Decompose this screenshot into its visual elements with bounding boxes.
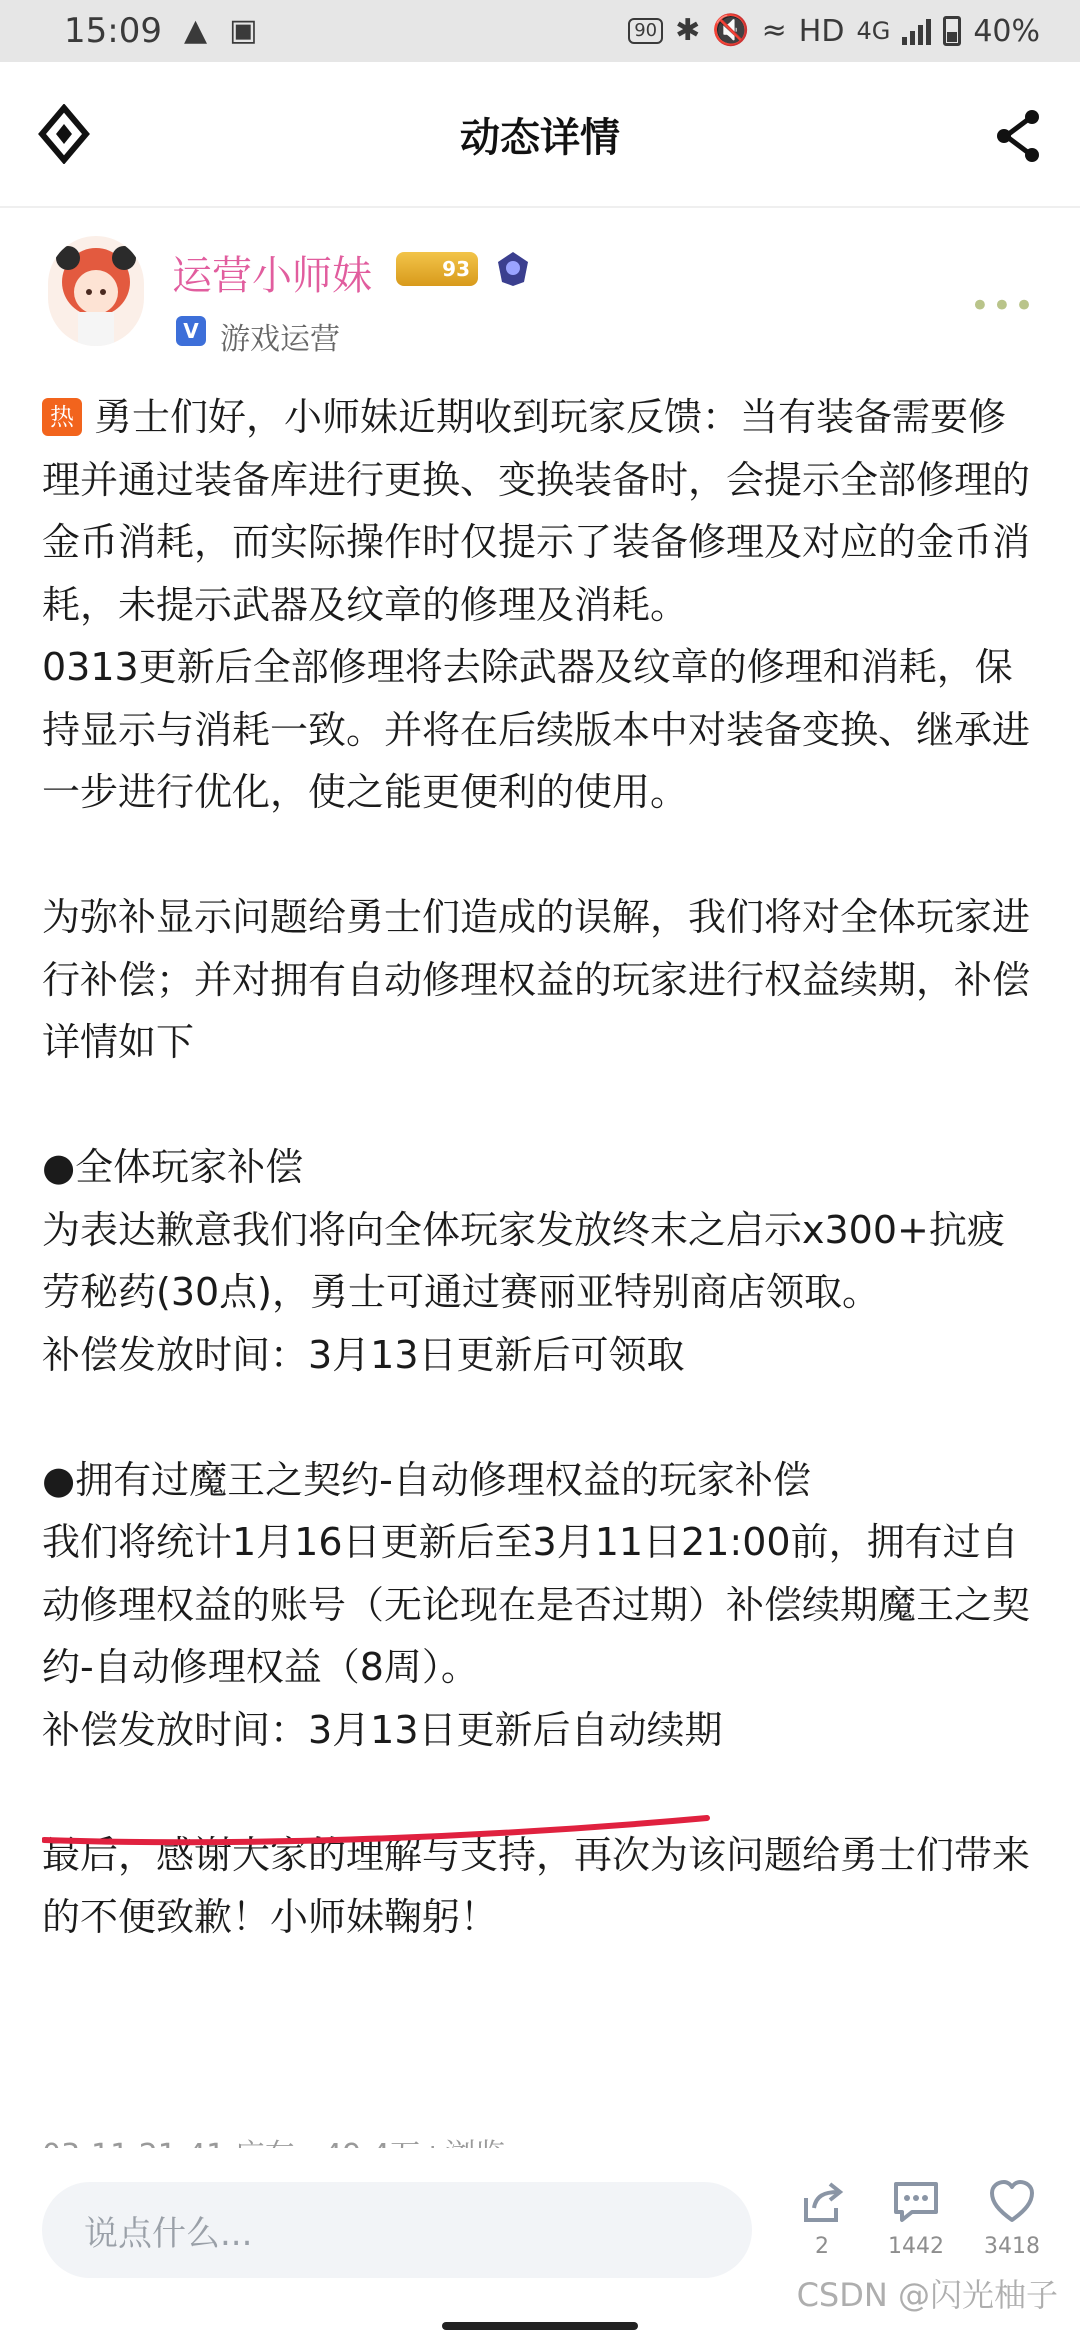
notification-icon: ▲	[183, 13, 208, 48]
comment-bubble-icon	[892, 2178, 940, 2226]
signal-icon	[902, 17, 931, 45]
like-count: 3418	[984, 2234, 1040, 2259]
network-label: HD	[798, 13, 845, 49]
author-name[interactable]: 运营小师妹	[172, 253, 372, 299]
section-heading-all-players: ●全体玩家补偿	[42, 1145, 304, 1189]
paragraph-1-text: 勇士们好，小师妹近期收到玩家反馈：当有装备需要修理并通过装备库进行更换、变换装备时，会提示全部修理的金币消耗，而实际操作时仅提示了装备修理及对应的金币消耗，未提示武器及纹章的修理及消耗。	[42, 395, 1031, 627]
status-right	[628, 14, 1040, 49]
watermark: CSDN @闪光柚子	[796, 2276, 1058, 2314]
refresh-rate-badge: 90	[628, 18, 663, 44]
hot-tag: 热	[42, 398, 82, 436]
comment-input[interactable]: 说点什么...	[42, 2182, 752, 2278]
status-time: 15:09	[64, 11, 162, 51]
paragraph-7: 补偿发放时间：3月13日更新后自动续期	[42, 1707, 723, 1752]
paragraph-5: 补偿发放时间：3月13日更新后可领取	[42, 1332, 685, 1377]
status-bar	[0, 0, 1080, 62]
avatar[interactable]	[48, 236, 144, 346]
home-indicator[interactable]	[442, 2322, 638, 2330]
battery-icon	[943, 16, 961, 46]
page-title: 动态详情	[460, 114, 620, 161]
bottom-bar	[0, 2148, 1080, 2340]
verified-badge: V	[176, 316, 206, 346]
battery-label: 40%	[973, 13, 1040, 49]
signal-type-label: 4G	[856, 17, 891, 45]
wifi-icon: ≈	[761, 13, 787, 48]
author-role: 游戏运营	[220, 322, 340, 357]
diamond-back-icon[interactable]	[38, 104, 90, 164]
paragraph-8: 最后，感谢大家的理解与支持，再次为该问题给勇士们带来的不便致歉！小师妹鞠躬！	[42, 1832, 1031, 1939]
status-left	[64, 11, 257, 51]
share-button[interactable]	[772, 2178, 872, 2259]
post-content	[42, 386, 1042, 1949]
share-count: 2	[815, 2234, 829, 2259]
paragraph-6: 我们将统计1月16日更新后至3月11日21:00前，拥有过自动修理权益的账号（无论现在是否过期）补偿续期魔王之契约-自动修理权益（8周）。	[42, 1520, 1031, 1689]
like-button[interactable]	[962, 2178, 1062, 2259]
comment-count: 1442	[888, 2234, 944, 2259]
level-badge: 93	[396, 252, 478, 286]
paragraph-4: 为表达歉意我们将向全体玩家发放终末之启示x300+抗疲劳秘药(30点)，勇士可通过赛丽亚特别商店领取。	[42, 1207, 1005, 1314]
gallery-icon: ▣	[229, 13, 258, 48]
share-arrow-icon	[798, 2178, 846, 2226]
paragraph-3: 为弥补显示问题给勇士们造成的误解，我们将对全体玩家进行补偿；并对拥有自动修理权益的玩家进行权益续期，补偿详情如下	[42, 895, 1031, 1064]
share-nodes-icon[interactable]	[992, 108, 1044, 164]
red-underline-annotation	[42, 1810, 722, 1850]
paragraph-2: 0313更新后全部修理将去除武器及纹章的修理和消耗，保持显示与消耗一致。并将在后续版本中对装备变换、继承进一步进行优化，使之能更便利的使用。	[42, 645, 1031, 814]
mute-icon: 🔇	[712, 13, 750, 48]
app-header	[0, 62, 1080, 208]
heart-icon	[988, 2178, 1036, 2226]
section-heading-auto-repair: ●拥有过魔王之契约-自动修理权益的玩家补偿	[42, 1457, 811, 1502]
bluetooth-icon: ✱	[675, 13, 701, 48]
comment-button[interactable]	[866, 2178, 966, 2259]
more-dots-icon[interactable]: •••	[969, 286, 1036, 326]
paragraph-1	[42, 386, 1042, 636]
rank-emblem-icon	[494, 250, 532, 288]
